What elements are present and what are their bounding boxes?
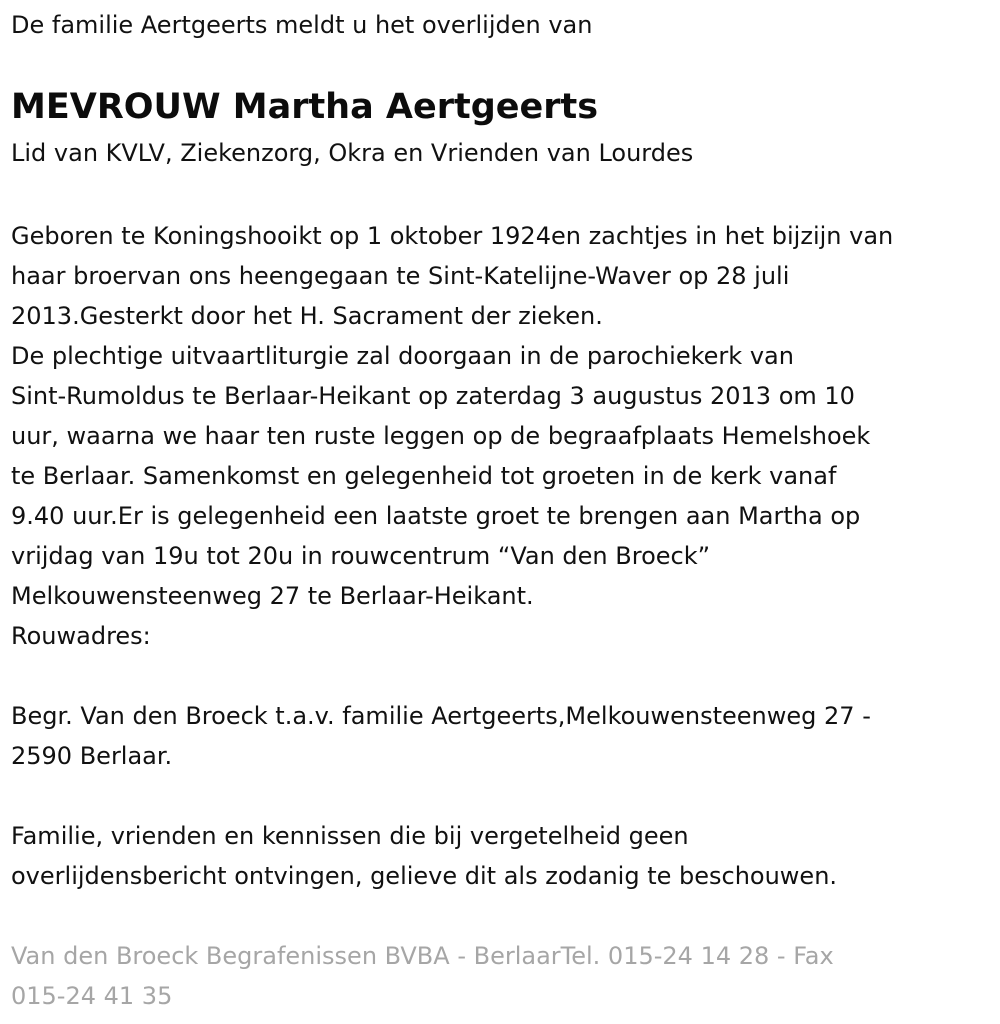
body-line: De plechtige uitvaartliturgie zal doorgaan in de parochiekerk van — [11, 342, 794, 370]
address-line: 2590 Berlaar. — [11, 742, 173, 770]
funeral-home-footer — [11, 936, 834, 1016]
body-line: 9.40 uur.Er is gelegenheid een laatste groet te brengen aan Martha op — [11, 502, 861, 530]
body-line: Melkouwensteenweg 27 te Berlaar-Heikant. — [11, 582, 534, 610]
body-line: uur, waarna we haar ten ruste leggen op de begraafplaats Hemelshoek — [11, 422, 871, 450]
footer-line: Van den Broeck Begrafenissen BVBA - BerlaarTel. 015-24 14 28 - Fax — [11, 942, 834, 970]
body-line: Sint-Rumoldus te Berlaar-Heikant op zaterdag 3 augustus 2013 om 10 — [11, 382, 855, 410]
footer-line: 015-24 41 35 — [11, 982, 173, 1010]
intro-text: De familie Aertgeerts meldt u het overlijden van — [11, 11, 593, 39]
deceased-name: MEVROUW Martha Aertgeerts — [11, 87, 599, 127]
body-line: te Berlaar. Samenkomst en gelegenheid tot groeten in de kerk vanaf — [11, 462, 837, 490]
body-line: haar broervan ons heengegaan te Sint-Katelijne-Waver op 28 juli — [11, 262, 790, 290]
notice-body — [11, 216, 991, 896]
spacer — [11, 776, 991, 816]
closing-line: overlijdensbericht ontvingen, gelieve dit als zodanig te beschouwen. — [11, 862, 838, 890]
body-line: vrijdag van 19u tot 20u in rouwcentrum “Van den Broeck” — [11, 542, 711, 570]
mourning-address-label: Rouwadres: — [11, 622, 151, 650]
membership-text: Lid van KVLV, Ziekenzorg, Okra en Vrienden van Lourdes — [11, 139, 694, 167]
body-line: Geboren te Koningshooikt op 1 oktober 1924en zachtjes in het bijzijn van — [11, 222, 894, 250]
body-line: 2013.Gesterkt door het H. Sacrament der zieken. — [11, 302, 603, 330]
spacer — [11, 656, 991, 696]
closing-line: Familie, vrienden en kennissen die bij vergetelheid geen — [11, 822, 689, 850]
address-line: Begr. Van den Broeck t.a.v. familie Aertgeerts,Melkouwensteenweg 27 - — [11, 702, 871, 730]
